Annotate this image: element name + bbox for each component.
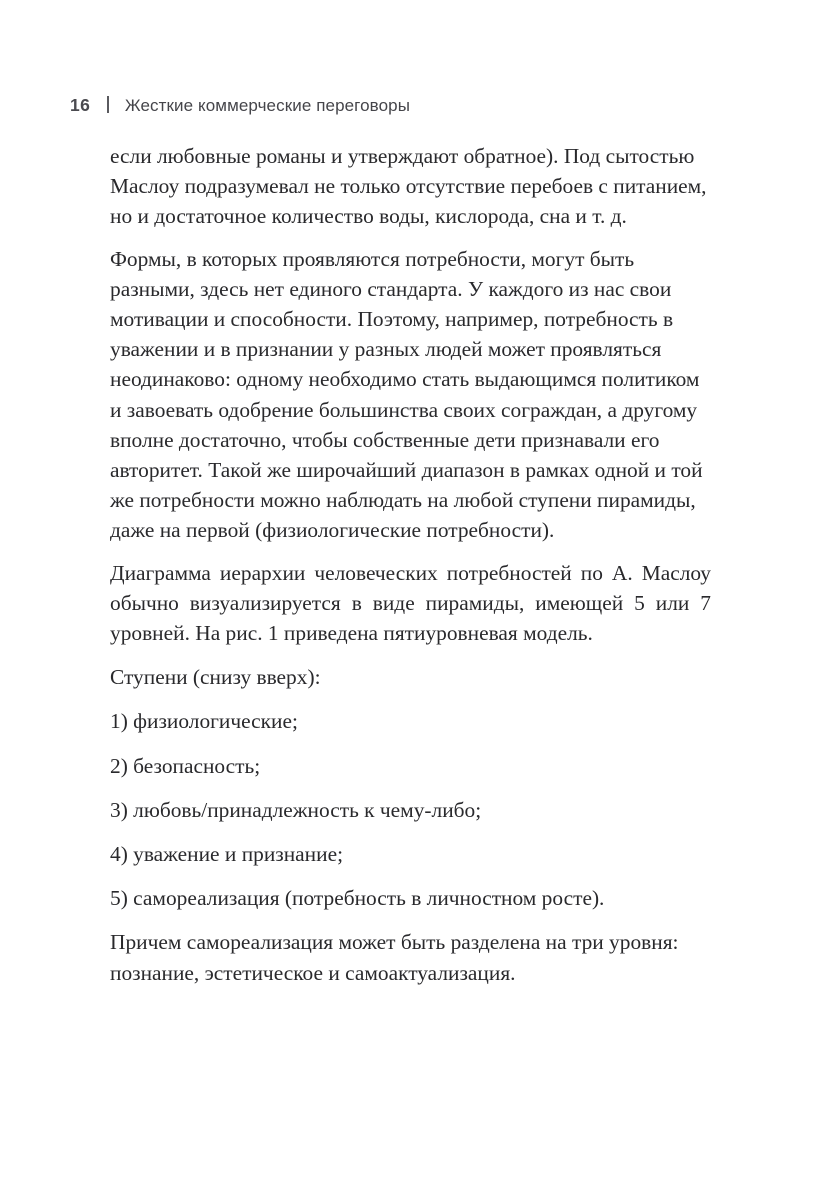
paragraph-2: Формы, в которых проявляются потребности, могут быть разными, здесь нет единого стандарта. У каждого из нас свои мотивации и способности. Поэтому, например, потребность в уважении и в признании у разных людей может проявляться неодинаково: одному необходимо стать выдающимся политиком и завоевать одобрение большинства своих сограждан, а другому вполне достаточно, чтобы собственные дети признавали его авторитет. Такой же широчайший диапазон в рамках одной и той же потребности можно наблюдать на любой ступени пирамиды, даже на первой (физиологические потребности). bbox=[110, 246, 703, 543]
paragraph-1: если любовные романы и утверждают обратное). Под сытостью Маслоу подразумевал не только отсутствие перебоев с питанием, но и достаточное количество воды, кислорода, сна и т. д. bbox=[110, 144, 707, 229]
paragraph-gap bbox=[110, 232, 711, 244]
list-item: 1) физиологические; bbox=[110, 709, 298, 734]
list-gap bbox=[110, 825, 711, 839]
list-item: 3) любовь/принадлежность к чему-либо; bbox=[110, 797, 482, 822]
list-item: 2) безопасность; bbox=[110, 753, 261, 778]
header-separator-rule bbox=[107, 96, 109, 113]
list-item: 5) самореализация (потребность в личностном росте). bbox=[110, 886, 605, 911]
page-number: 16 bbox=[70, 95, 91, 115]
book-title: Жесткие коммерческие переговоры bbox=[124, 96, 411, 115]
text-block bbox=[110, 141, 711, 988]
list-gap bbox=[110, 781, 711, 795]
paragraph-3: Диаграмма иерархии человеческих потребностей по А. Маслоу обычно визуализируется в виде пирамиды, имеющей 5 или 7 уровней. На рис. 1 приведена пятиуровневая модель. bbox=[110, 560, 711, 646]
paragraph-gap bbox=[110, 648, 711, 662]
list-gap bbox=[110, 692, 711, 706]
paragraph-gap bbox=[110, 546, 711, 558]
list-intro: Ступени (снизу вверх): bbox=[110, 665, 321, 690]
list-gap bbox=[110, 869, 711, 883]
list-item: 4) уважение и признание; bbox=[110, 842, 344, 867]
list-gap bbox=[110, 737, 711, 751]
list-gap bbox=[110, 913, 711, 927]
running-header bbox=[70, 94, 410, 120]
paragraph-4: Причем самореализация может быть разделена на три уровня: познание, эстетическое и самоактуализация. bbox=[110, 930, 679, 985]
